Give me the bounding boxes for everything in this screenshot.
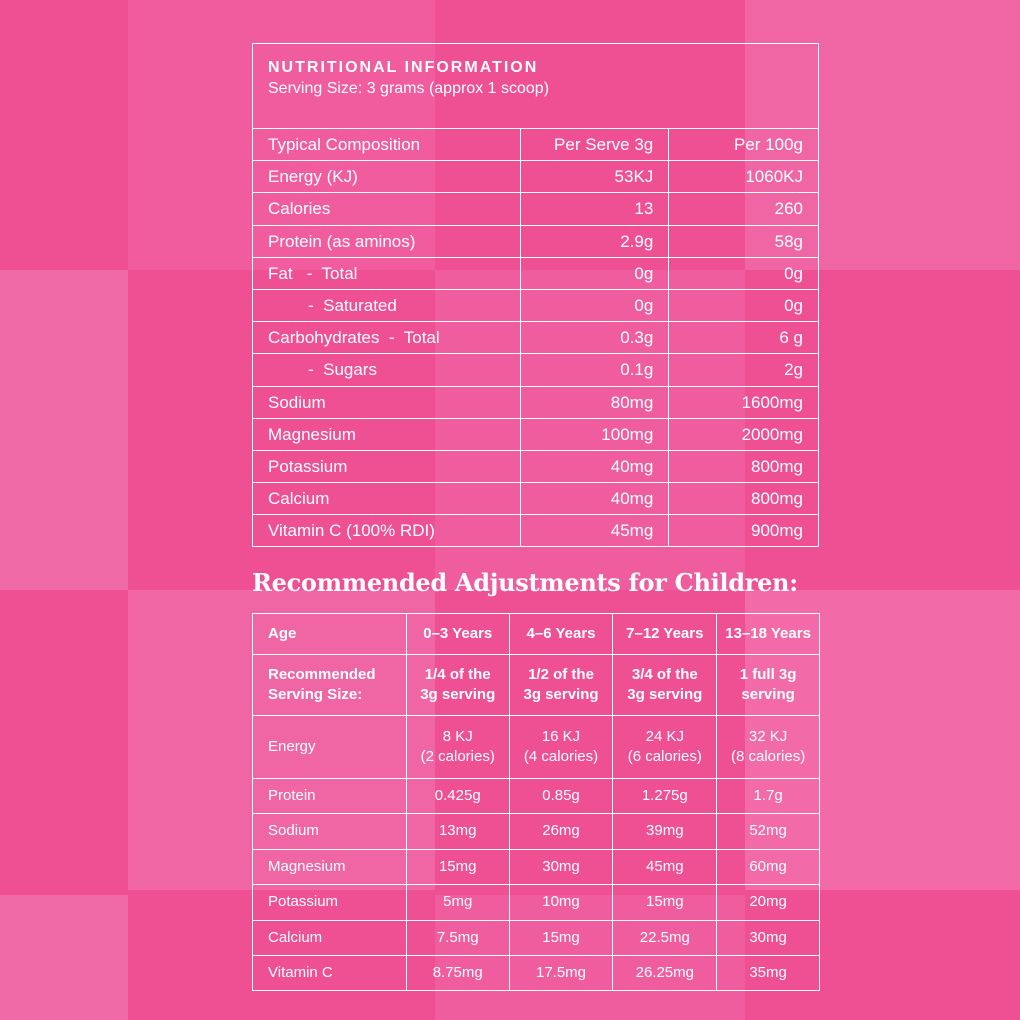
serving-label-line: Serving Size: xyxy=(268,686,363,703)
per-100g-value: 800mg xyxy=(669,450,819,482)
per-100g-value: 0g xyxy=(669,257,819,289)
energy-kj: 32 KJ xyxy=(748,727,788,745)
column-header: Per 100g xyxy=(669,129,819,161)
energy-cell xyxy=(613,716,717,779)
nutrient-label: - Saturated xyxy=(308,296,397,316)
serving-line: 3g serving xyxy=(420,686,496,703)
per-serve-value: 0.1g xyxy=(520,354,669,386)
value-cell: 60mg xyxy=(717,849,820,884)
nutrient-label: Calcium xyxy=(253,920,407,955)
per-serve-value: 40mg xyxy=(520,483,669,515)
column-header: Typical Composition xyxy=(253,129,521,161)
nutrition-row xyxy=(253,161,819,193)
serving-label-line: Recommended xyxy=(268,665,376,683)
energy-calories: (8 calories) xyxy=(731,748,806,765)
age-group-header: 0–3 Years xyxy=(406,614,509,655)
energy-kj: 16 KJ xyxy=(541,727,581,745)
serving-size-label xyxy=(253,655,407,716)
value-cell: 5mg xyxy=(406,885,509,920)
per-100g-value: 6 g xyxy=(669,322,819,354)
energy-calories: (6 calories) xyxy=(627,748,702,765)
children-row xyxy=(253,920,820,955)
value-cell: 15mg xyxy=(613,885,717,920)
value-cell: 30mg xyxy=(717,920,820,955)
serving-cell xyxy=(613,655,717,716)
energy-calories: (2 calories) xyxy=(420,748,495,765)
energy-cell xyxy=(509,716,613,779)
nutrient-label: Calcium xyxy=(253,483,521,515)
serving-line: 3g serving xyxy=(627,686,703,703)
nutrient-label: Fat - Total xyxy=(253,257,521,289)
nutrition-row xyxy=(253,483,819,515)
per-100g-value: 900mg xyxy=(669,515,819,547)
per-100g-value: 2g xyxy=(669,354,819,386)
nutrient-label: Sodium xyxy=(253,386,521,418)
serving-line: 1/4 of the xyxy=(424,665,491,683)
value-cell: 26.25mg xyxy=(613,955,717,990)
serving-cell xyxy=(509,655,613,716)
value-cell: 35mg xyxy=(717,955,820,990)
per-100g-value: 58g xyxy=(669,225,819,257)
nutrient-sublabel-cell xyxy=(253,289,521,321)
children-row xyxy=(253,779,820,814)
energy-kj: 24 KJ xyxy=(645,727,684,745)
serving-line: 1 full 3g xyxy=(739,665,797,683)
children-row xyxy=(253,885,820,920)
per-serve-value: 53KJ xyxy=(520,161,669,193)
nutrition-row xyxy=(253,322,819,354)
serving-line: 3/4 of the xyxy=(631,665,698,683)
children-row xyxy=(253,849,820,884)
per-serve-value: 0g xyxy=(520,257,669,289)
value-cell: 15mg xyxy=(509,920,613,955)
value-cell: 30mg xyxy=(509,849,613,884)
per-serve-value: 80mg xyxy=(520,386,669,418)
nutrition-header-row xyxy=(253,44,819,129)
per-serve-value: 100mg xyxy=(520,418,669,450)
per-100g-value: 0g xyxy=(669,289,819,321)
value-cell: 0.425g xyxy=(406,779,509,814)
value-cell: 8.75mg xyxy=(406,955,509,990)
nutrient-label: Energy (KJ) xyxy=(253,161,521,193)
nutrition-table xyxy=(252,43,819,547)
nutrition-columns-row xyxy=(253,129,819,161)
per-serve-value: 0.3g xyxy=(520,322,669,354)
serving-size-row xyxy=(253,655,820,716)
nutrition-header xyxy=(253,44,819,129)
nutrient-label: Calories xyxy=(253,193,521,225)
value-cell: 26mg xyxy=(509,814,613,849)
nutrient-label: Magnesium xyxy=(253,418,521,450)
per-100g-value: 2000mg xyxy=(669,418,819,450)
per-serve-value: 0g xyxy=(520,289,669,321)
nutrient-label: - Sugars xyxy=(308,360,377,380)
value-cell: 0.85g xyxy=(509,779,613,814)
children-adjustments-table xyxy=(252,613,820,991)
nutrient-label: Magnesium xyxy=(253,849,407,884)
background-tile xyxy=(0,270,128,590)
value-cell: 1.275g xyxy=(613,779,717,814)
nutrition-title: NUTRITIONAL INFORMATION xyxy=(268,59,539,76)
nutrition-row xyxy=(253,257,819,289)
nutrition-row xyxy=(253,450,819,482)
nutrient-label: Vitamin C xyxy=(253,955,407,990)
background-tile xyxy=(0,895,128,1020)
nutrition-row xyxy=(253,354,819,386)
nutrition-row xyxy=(253,386,819,418)
per-serve-value: 13 xyxy=(520,193,669,225)
nutrient-label: Protein xyxy=(253,779,407,814)
per-100g-value: 800mg xyxy=(669,483,819,515)
serving-cell xyxy=(717,655,820,716)
value-cell: 45mg xyxy=(613,849,717,884)
age-row xyxy=(253,614,820,655)
per-100g-value: 1600mg xyxy=(669,386,819,418)
energy-cell xyxy=(717,716,820,779)
value-cell: 52mg xyxy=(717,814,820,849)
per-serve-value: 2.9g xyxy=(520,225,669,257)
children-section-heading: Recommended Adjustments for Children: xyxy=(252,568,798,597)
nutrient-label: Potassium xyxy=(253,885,407,920)
nutrient-label: Carbohydrates - Total xyxy=(253,322,521,354)
children-row xyxy=(253,955,820,990)
value-cell: 13mg xyxy=(406,814,509,849)
column-header: Per Serve 3g xyxy=(520,129,669,161)
serving-cell xyxy=(406,655,509,716)
nutrition-row xyxy=(253,515,819,547)
energy-row xyxy=(253,716,820,779)
age-group-header: 13–18 Years xyxy=(717,614,820,655)
energy-label: Energy xyxy=(253,716,407,779)
age-group-header: 4–6 Years xyxy=(509,614,613,655)
energy-kj: 8 KJ xyxy=(442,727,473,745)
nutrient-label: Potassium xyxy=(253,450,521,482)
value-cell: 39mg xyxy=(613,814,717,849)
per-100g-value: 1060KJ xyxy=(669,161,819,193)
value-cell: 22.5mg xyxy=(613,920,717,955)
nutrient-label: Protein (as aminos) xyxy=(253,225,521,257)
energy-calories: (4 calories) xyxy=(523,748,599,765)
value-cell: 10mg xyxy=(509,885,613,920)
per-serve-value: 40mg xyxy=(520,450,669,482)
per-100g-value: 260 xyxy=(669,193,819,225)
nutrition-row xyxy=(253,289,819,321)
serving-line: 3g serving xyxy=(523,686,599,703)
value-cell: 17.5mg xyxy=(509,955,613,990)
per-serve-value: 45mg xyxy=(520,515,669,547)
children-row xyxy=(253,814,820,849)
value-cell: 1.7g xyxy=(717,779,820,814)
serving-size-text: Serving Size: 3 grams (approx 1 scoop) xyxy=(268,80,550,97)
energy-cell xyxy=(406,716,509,779)
value-cell: 20mg xyxy=(717,885,820,920)
value-cell: 15mg xyxy=(406,849,509,884)
nutrient-label: Sodium xyxy=(253,814,407,849)
serving-line: 1/2 of the xyxy=(528,665,594,683)
nutrition-row xyxy=(253,225,819,257)
serving-line: serving xyxy=(741,686,795,703)
nutrient-label: Vitamin C (100% RDI) xyxy=(253,515,521,547)
nutrient-sublabel-cell xyxy=(253,354,521,386)
age-group-header: 7–12 Years xyxy=(613,614,717,655)
nutrition-row xyxy=(253,418,819,450)
value-cell: 7.5mg xyxy=(406,920,509,955)
age-label: Age xyxy=(253,614,407,655)
nutrition-row xyxy=(253,193,819,225)
